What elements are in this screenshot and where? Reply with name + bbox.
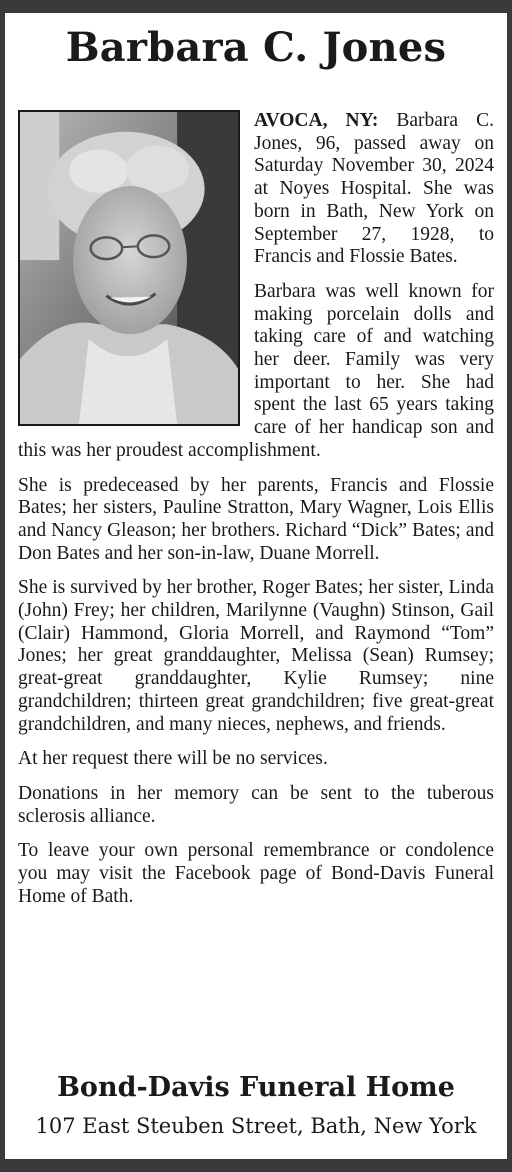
funeral-home-address: 107 East Steuben Street, Bath, New York <box>35 1114 477 1138</box>
dateline: AVOCA, NY: <box>254 110 379 131</box>
paragraph-life: Barbara was well known for making porcelain dolls and taking care of and watching her deer. Family was very important to her. She had spent the last 65 years taking care of her handicap son and this was her proudest accomplishment. <box>18 280 494 461</box>
funeral-home-name: Bond-Davis Funeral Home <box>57 1072 455 1103</box>
paragraph-services: At her request there will be no services. <box>18 748 328 770</box>
paragraph-predeceased: She is predeceased by her parents, Francis and Flossie Bates; her sisters, Pauline Stratton, Mary Wagner, Lois Ellis and Nancy Gleason; her brothers. Richard “Dick” Bates; and Don Bates and her son-in-law, Duane Morrell. <box>18 474 494 564</box>
paragraph-survived: She is survived by her brother, Roger Bates; her sister, Linda (John) Frey; her children, Marilynne (Vaughn) Stinson, Gail (Clair) Hammond, Gloria Morrell, and Raymond “Tom” Jones; her great granddaughter, Melissa (Sean) Rumsey; great-great granddaughter, Kylie Rumsey; nine grandchildren; thirteen great grandchildren; five great-great grandchildren, and many nieces, nephews, and friends. <box>18 577 494 735</box>
obituary-body <box>18 110 494 921</box>
paragraph-intro-text: Barbara C. Jones, 96, passed away on Saturday November 30, 2024 at Noyes Hospital. She was born in Bath, New York on September 27, 1928, to Francis and Flossie Bates. <box>254 110 494 268</box>
paragraph-donations: Donations in her memory can be sent to the tuberous sclerosis alliance. <box>18 782 494 827</box>
portrait-image <box>20 112 238 424</box>
deceased-name: Barbara C. Jones <box>65 24 447 71</box>
paragraph-condolence: To leave your own personal remembrance or condolence you may visit the Facebook page of Bond-Davis Funeral Home of Bath. <box>18 840 494 907</box>
portrait-photo <box>18 110 240 426</box>
